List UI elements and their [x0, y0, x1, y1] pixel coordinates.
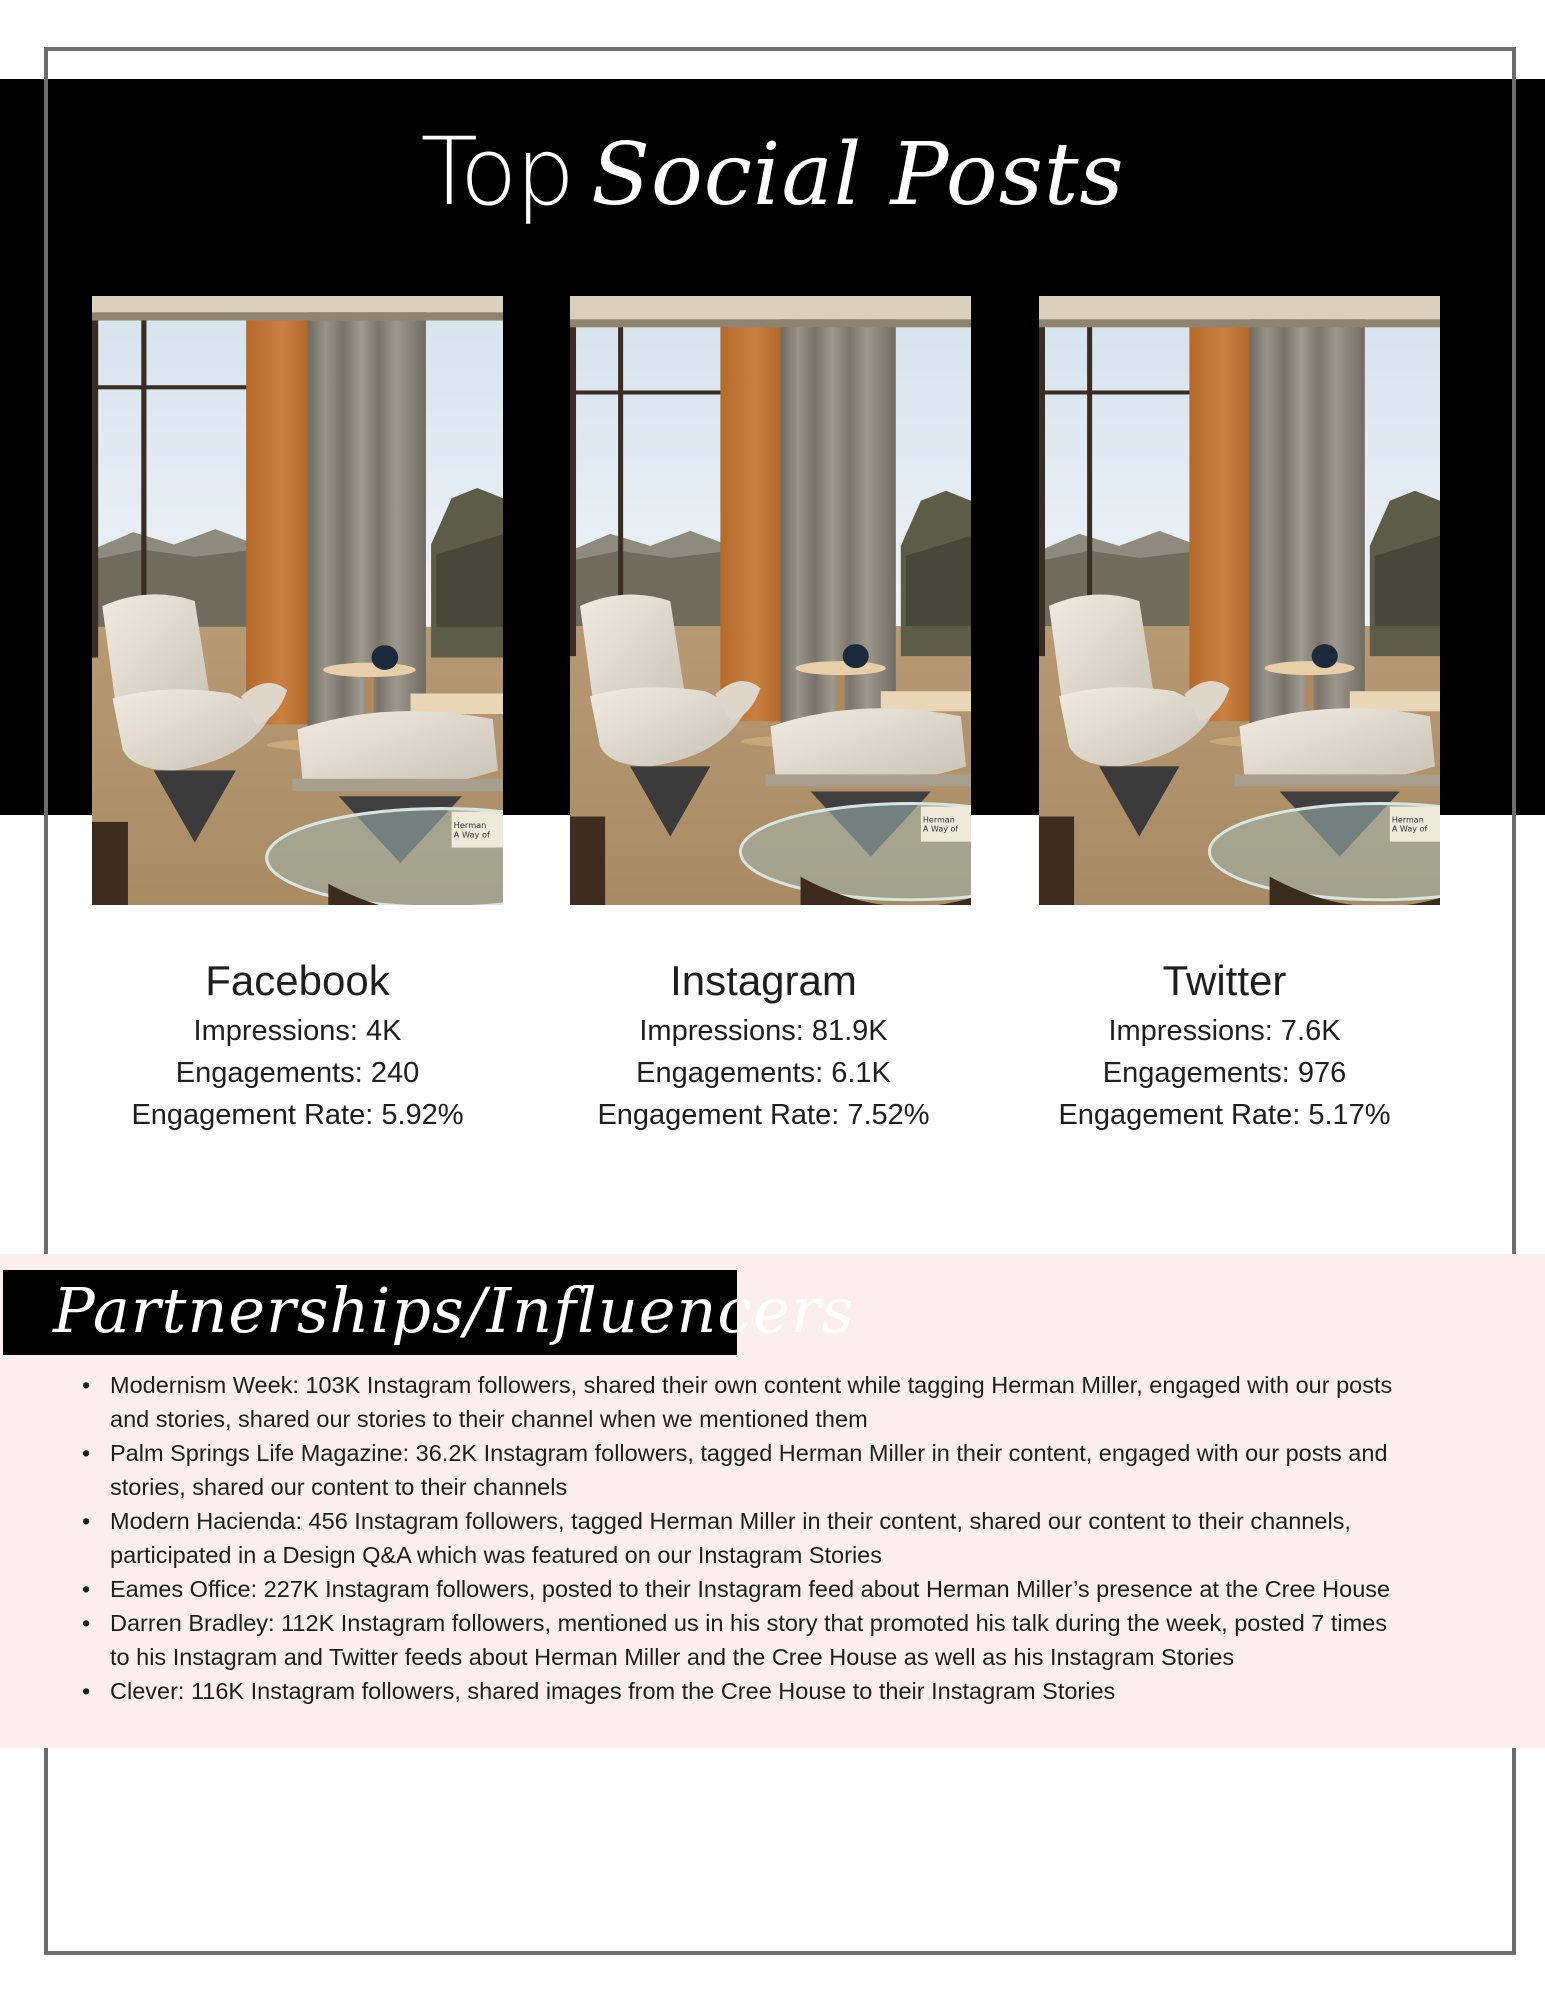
- partnerships-heading: Partnerships/Influencers: [53, 1274, 855, 1347]
- book-spine-subtext: A Way of: [922, 824, 959, 834]
- list-item: • Darren Bradley: 112K Instagram followers, mentioned us in his story that promoted his talk during the week, posted 7 times to his Instagram and Twitter feeds about Herman Miller and the Cree House as well as his Instagram Stories: [110, 1606, 1400, 1674]
- book-spine-subtext: A Way of: [1391, 824, 1428, 834]
- facebook-stats: [92, 952, 503, 1136]
- engagements-stat: Engagements: 240: [175, 1057, 420, 1089]
- list-item: • Modern Hacienda: 456 Instagram followers, tagged Herman Miller in their content, shared our content to their channels, participated in a Design Q&A which was featured on our Instagram Stories: [110, 1504, 1400, 1572]
- page-title-word-social-posts: Social Posts: [591, 125, 1125, 225]
- partnerships-list: [110, 1368, 1400, 1708]
- platform-name: Facebook: [205, 957, 390, 1004]
- page-title-word-top: Top: [420, 118, 574, 227]
- engagement-rate-stat: Engagement Rate: 7.52%: [597, 1099, 930, 1131]
- engagements-stat: Engagements: 976: [1102, 1057, 1347, 1089]
- engagements-stat: Engagements: 6.1K: [636, 1057, 891, 1089]
- engagement-rate-stat: Engagement Rate: 5.17%: [1058, 1099, 1391, 1131]
- impressions-stat: Impressions: 7.6K: [1108, 1015, 1341, 1047]
- book-spine-text: Herman: [922, 815, 955, 825]
- book-spine-subtext: A Way of: [453, 829, 490, 840]
- list-item: • Clever: 116K Instagram followers, shared images from the Cree House to their Instagram Stories: [110, 1674, 1400, 1708]
- platform-name: Instagram: [670, 957, 857, 1004]
- instagram-stats: [563, 952, 964, 1136]
- facebook-post-image: [92, 296, 503, 905]
- list-item: • Modernism Week: 103K Instagram followers, shared their own content while tagging Herman Miller, engaged with our posts and stories, shared our stories to their channel when we mentioned them: [110, 1368, 1400, 1436]
- twitter-post-image: [1039, 296, 1440, 905]
- list-item: • Palm Springs Life Magazine: 36.2K Instagram followers, tagged Herman Miller in their content, engaged with our posts and stories, shared our content to their channels: [110, 1436, 1400, 1504]
- platform-name: Twitter: [1162, 957, 1287, 1004]
- partnerships-heading-bar: [3, 1270, 855, 1355]
- book-spine-text: Herman: [1391, 815, 1424, 825]
- impressions-stat: Impressions: 81.9K: [639, 1015, 888, 1047]
- instagram-post-image: [570, 296, 971, 905]
- list-item: • Eames Office: 227K Instagram followers, posted to their Instagram feed about Herman Miller’s presence at the Cree House: [110, 1572, 1400, 1606]
- engagement-rate-stat: Engagement Rate: 5.92%: [131, 1099, 464, 1131]
- book-spine-text: Herman: [453, 820, 487, 831]
- impressions-stat: Impressions: 4K: [193, 1015, 402, 1047]
- page-title: [0, 118, 1545, 227]
- twitter-stats: [1024, 952, 1425, 1136]
